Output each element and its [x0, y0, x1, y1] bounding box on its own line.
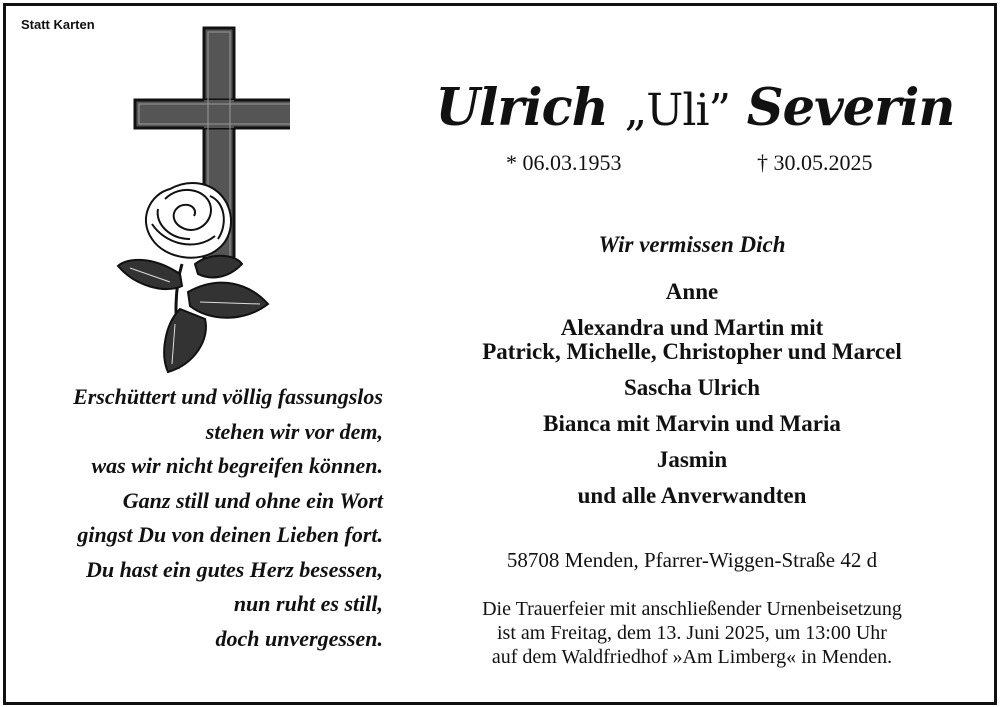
- mourner: Sascha Ulrich: [623, 375, 761, 400]
- first-name: Ulrich: [435, 78, 608, 138]
- statt-karten-label: Statt Karten: [21, 17, 95, 32]
- miss-line: Wir vermissen Dich: [598, 232, 786, 257]
- mourner: Anne: [665, 279, 719, 304]
- ceremony-line: ist am Freitag, dem 13. Juni 2025, um 13:00 Uhr: [497, 622, 887, 644]
- nickname: „Uli”: [624, 85, 731, 136]
- death-date: † 30.05.2025: [757, 150, 873, 175]
- deceased-name: [380, 78, 1000, 138]
- verse-line: nun ruht es still,: [233, 591, 383, 616]
- verse-line: doch unvergessen.: [215, 625, 383, 651]
- mourner: Jasmin: [656, 447, 728, 472]
- mourner: und alle Anverwandten: [577, 483, 807, 508]
- address: 58708 Menden, Pfarrer-Wiggen-Straße 42 d: [506, 548, 878, 572]
- rose-icon: [118, 183, 268, 372]
- verse-line: was wir nicht begreifen können.: [91, 453, 383, 478]
- verse-line: gingst Du von deinen Lieben fort.: [77, 522, 383, 547]
- mourner: Alexandra und Martin mit: [560, 315, 824, 340]
- verse-line: stehen wir vor dem,: [205, 418, 383, 444]
- mourner: Patrick, Michelle, Christopher und Marcel: [482, 339, 902, 364]
- last-name: Severin: [746, 78, 955, 138]
- ceremony-line: auf dem Waldfriedhof »Am Limberg« in Menden.: [491, 646, 893, 668]
- cross-with-rose-image: [110, 24, 290, 374]
- ceremony-line: Die Trauerfeier mit anschließender Urnenbeisetzung: [482, 598, 902, 620]
- ceremony-info: [400, 597, 984, 669]
- verse-line: Ganz still und ohne ein Wort: [122, 487, 383, 513]
- mourner: Bianca mit Marvin und Maria: [543, 411, 841, 436]
- mourners-list: [400, 280, 984, 508]
- birth-date: * 06.03.1953: [506, 150, 622, 175]
- verse-line: Erschüttert und völlig fassungslos: [73, 384, 383, 409]
- verse-line: Du hast ein gutes Herz besessen,: [85, 556, 383, 582]
- memorial-verse: [0, 380, 383, 656]
